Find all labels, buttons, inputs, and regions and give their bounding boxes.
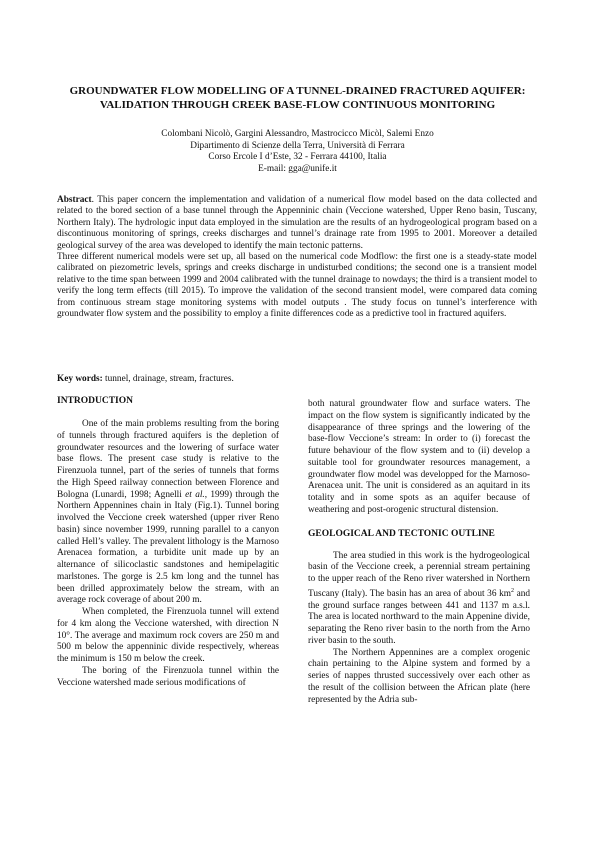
- title-line-1: GROUNDWATER FLOW MODELLING OF A TUNNEL-DRAINED FRACTURED AQUIFER:: [69, 85, 526, 97]
- affiliation: Dipartimento di Scienze della Terra, Università di Ferrara: [190, 140, 405, 151]
- email: E-mail: gga@unife.it: [258, 163, 337, 174]
- intro-para-1: One of the main problems resulting from the boring of tunnels through fractured aquifers is the depletion of groundwater resources and the lowering of surface water base flows. The present case study is relative to the Firenzuola tunnel, part of the series of tunnels that forms the High Speed railway connection between Florence and Bologna (Lunardi, 1998; Agnelli et al., 1999) through the Northern Appennines chain in Italy (Fig.1). Tunnel boring involved the Veccione creek watershed (upper river Reno basin) since november 1999, running parallel to a canyon called Hell’s valley. The prevalent lithology is the Marnoso Arenacea formation, a turbidite unit made up by an alternance of silicoclastic sandstones and hemipelagitic marlstones. The gorge is 2.5 km long and the tunnel has been drilled approximately below the stream, with an average rock coverage of about 200 m.: [57, 419, 280, 606]
- author-block: [60, 129, 535, 175]
- keywords-label: Key words:: [57, 374, 103, 384]
- abstract-para-1: [57, 195, 537, 252]
- paper-title: [40, 84, 555, 112]
- right-column: [308, 399, 530, 706]
- title-line-2: VALIDATION THROUGH CREEK BASE-FLOW CONTINUOUS MONITORING: [99, 99, 496, 111]
- address: Corso Ercole I d’Este, 32 - Ferrara 44100, Italia: [208, 152, 387, 163]
- geo-para-2: The Northern Appennines are a complex orogenic chain pertaining to the Alpine system and formed by a series of nappes thrusted successively over each other as the result of the collision between the African plate (here represented by the Adria sub-: [308, 647, 530, 705]
- keywords-text: tunnel, drainage, stream, fractures.: [102, 374, 234, 384]
- et-al: et al.: [185, 489, 205, 500]
- authors: Colombani Nicolò, Gargini Alessandro, Mastrocicco Micòl, Salemi Enzo: [161, 129, 434, 139]
- geo-para-1: The area studied in this work is the hydrogeological basin of the Veccione creek, a perennial stream pertaining to the upper reach of the Reno river watershed in Northern Tuscany (Italy). The basin has an area of about 36 $km^2$ and the ground surface ranges between 441 and 1137 m a.s.l. The area is located northward to the main Appenine divide, separating the Reno river basin to the north from the Arno river basin to the south.: [308, 550, 531, 646]
- intro-para-2: When completed, the Firenzuola tunnel will extend for 4 km along the Veccione watershed, with direction N 10°. The average and maximum rock covers are 250 m and 500 m below the appenninic divide respectively, whereas the minimum is 150 m below the creek.: [57, 607, 279, 664]
- abstract: [57, 195, 537, 320]
- keywords: [57, 374, 537, 385]
- intro-para-3: The boring of the Firenzuola tunnel within the Veccione watershed made serious modifications of: [57, 665, 279, 688]
- abstract-para-2: Three different numerical models were set up, all based on the numerical code Modflow: the first one is a steady-state model calibrated on piezometric levels, springs and creeks discharge in undisturbed conditions; the second one is a transient model relative to the time span between 1999 and 2004 calibrated with the tunnel drainage to nowdays; the third is a transient model to verify the long term effects (till 2015). To improve the validation of the second transient model, were compared data coming from continuous stream stage monitoring systems with model outputs . The study focus on tunnel’s interference with groundwater flow system and the possibility to employ a finite differences code as a predictive tool in fractured aquifers.: [57, 252, 537, 320]
- abstract-text-1: . This paper concern the implementation and validation of a numerical flow model based on the data collected and related to the bored section of a base tunnel through the Appenninic chain (Veccione watershed, Upper Reno basin, Tuscany, Northern Italy). The hydrologic input data employed in the simulation are the results of an hydrogeological program based on a discontinuous monitoring of springs, creeks discharges and tunnel’s drainage rate from 1995 to 2001. Moreover a detailed geological survey of the area was developed to identify the main tectonic patterns.: [57, 195, 537, 251]
- intro-heading: INTRODUCTION: [57, 396, 134, 406]
- left-column: [57, 395, 279, 689]
- intro-para-3-cont: both natural groundwater flow and surface waters. The impact on the flow system is significantly indicated by the disappearance of three springs and the lowering of the base-flow Veccione’s stream: In order to (i) forecast the future behaviour of the flow system and to (ii) develop a suitable tool for groundwater resources management, a groundwater flow model was developped for the Marnoso-Arenacea unit. The unit is considered as an aquitard in its totality and in some spots as an aquifer because of weathering and post-orogenic structural distension.: [308, 399, 530, 515]
- geo-heading: GEOLOGICAL AND TECTONIC OUTLINE: [308, 528, 495, 539]
- abstract-label: Abstract: [57, 195, 92, 205]
- superscript-2: 2: [510, 587, 514, 594]
